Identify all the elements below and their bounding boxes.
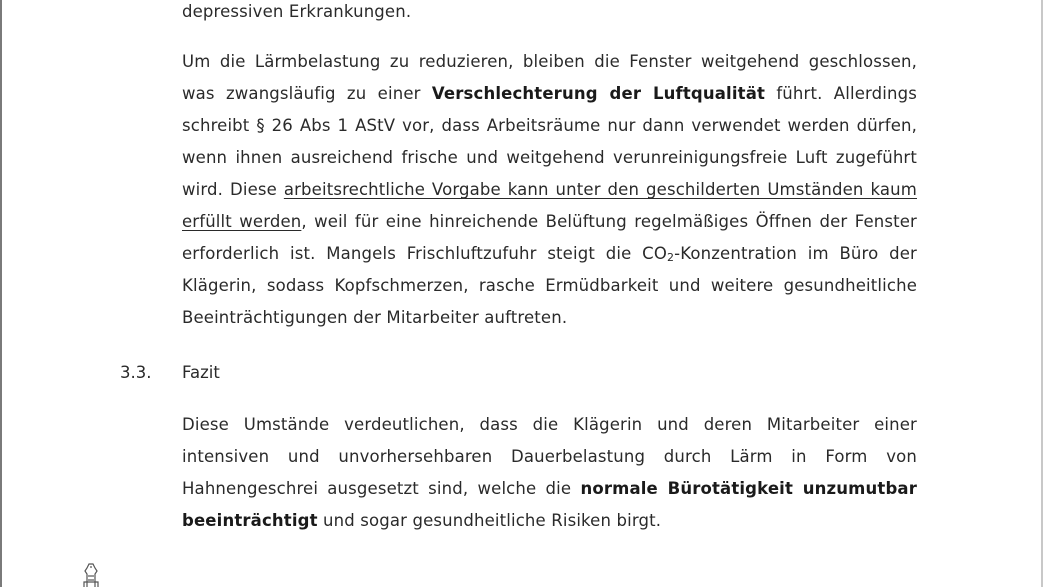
paragraph-air-quality	[182, 46, 917, 334]
paragraph-conclusion	[182, 409, 917, 537]
para1-text-4: -Konzentration im Büro der Klägerin, sodass Kopfschmerzen, rasche Ermüdbarkeit und weitere gesundheitliche Beeinträchtigungen der Mitarbeiter auftreten.	[182, 244, 917, 327]
page-left-border	[0, 0, 2, 587]
para1-bold-air-quality: Verschlechterung der Luftqualität	[431, 84, 766, 103]
para1-text-2: führt. Allerdings schreibt § 26 Abs 1 AStV vor, dass Arbeitsräume nur dann verwendet werden dürfen, wenn ihnen ausreichend frische und weitgehend verunreinigungsfreie Luft zugeführt wird. Diese	[182, 84, 917, 199]
para2-text-2: und sogar gesundheitliche Risiken birgt.	[317, 511, 662, 530]
para2-bold-impairment: normale Bürotätigkeit unzumutbar beeinträchtigt	[182, 479, 917, 530]
paragraph-tail	[182, 0, 917, 28]
para1-text-1: Um die Lärmbelastung zu reduzieren, bleiben die Fenster weitgehend geschlossen, was zwangsläufig zu einer	[182, 52, 917, 103]
para1-text-3: , weil für eine hinreichende Belüftung regelmäßiges Öffnen der Fenster erforderlich ist. Mangels Frischluftzufuhr steigt die CO	[182, 212, 917, 263]
section-number: 3.3.	[120, 363, 152, 382]
para2-text-1: Diese Umstände verdeutlichen, dass die Klägerin und deren Mitarbeiter einer intensiven und unvorhersehbaren Dauerbelastung durch Lärm in Form von Hahnengeschrei ausgesetzt sind, welche die	[182, 415, 917, 498]
para1-underlined-requirement: arbeitsrechtliche Vorgabe kann unter den geschilderten Umständen kaum erfüllt werden	[182, 180, 917, 231]
para1-co2-subscript: 2	[666, 251, 675, 264]
stamp-mark-icon	[78, 562, 104, 587]
section-heading: Fazit	[182, 363, 220, 382]
paragraph-tail-text: depressiven Erkrankungen.	[182, 2, 412, 21]
